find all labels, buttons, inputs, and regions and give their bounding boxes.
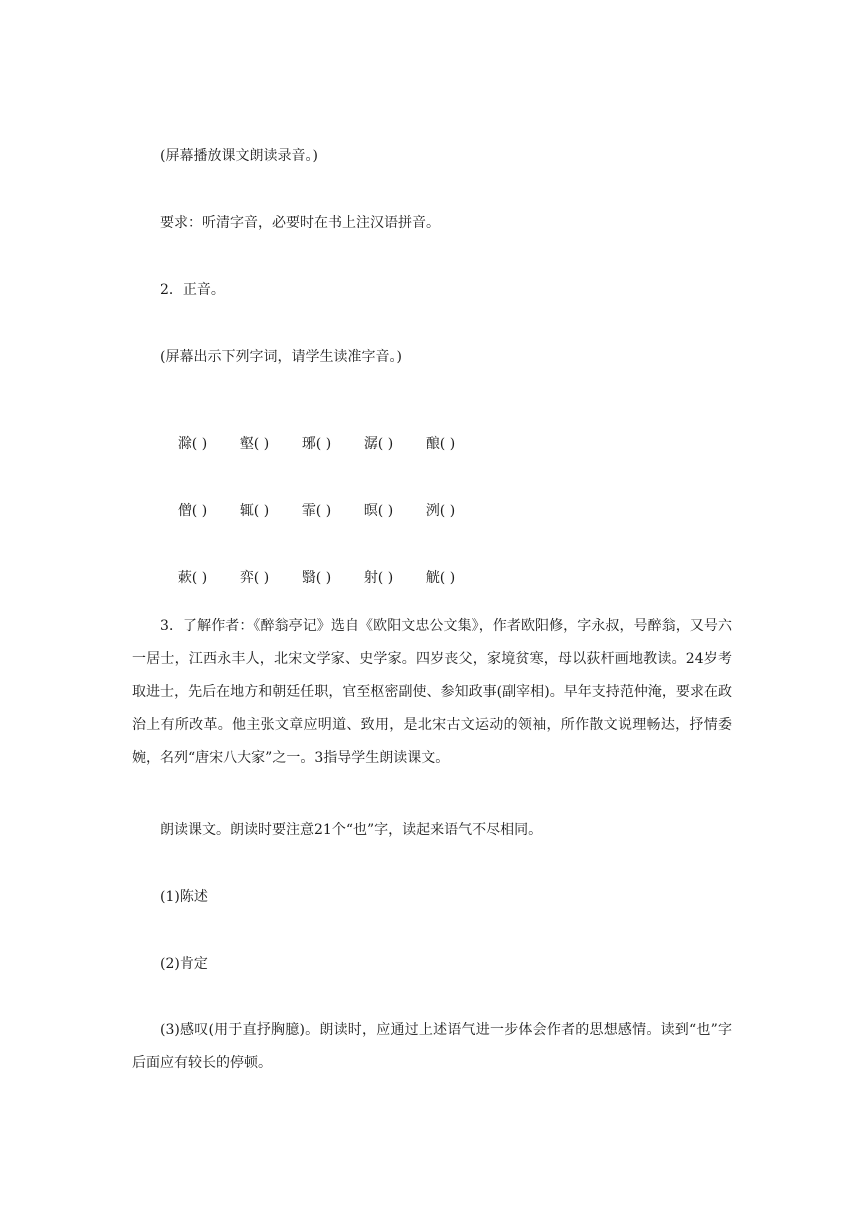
text-line-2: 要求：听清字音，必要时在书上注汉语拼音。 xyxy=(160,215,440,231)
exclaim-paragraph: (3)感叹(用于直抒胸臆)。朗读时，应通过上述语气进一步体会作者的思想感情。读到“也”字后面应有较长的停顿。 xyxy=(132,1022,732,1071)
char-item: 滁( ) xyxy=(177,436,208,452)
text-line-3: 2．正音。 xyxy=(160,282,225,298)
char-item: 酿( ) xyxy=(425,436,456,452)
char-item: 琊( ) xyxy=(301,436,332,452)
char-item: 翳( ) xyxy=(301,570,332,586)
text-line-4: (屏幕出示下列字词，请学生读准字音。) xyxy=(160,349,402,365)
char-item: 蔌( ) xyxy=(177,570,208,586)
text-line-1: (屏幕播放课文朗读录音。) xyxy=(160,148,318,164)
char-row-3 xyxy=(160,548,488,608)
char-item: 壑( ) xyxy=(239,436,270,452)
char-row-2 xyxy=(160,481,488,541)
char-item: 洌( ) xyxy=(425,503,456,519)
char-item: 霏( ) xyxy=(301,503,332,519)
char-item: 辄( ) xyxy=(239,503,270,519)
char-item: 觥( ) xyxy=(425,570,456,586)
author-paragraph: 3．了解作者：《醉翁亭记》选自《欧阳文忠公文集》，作者欧阳修，字永叔，号醉翁，又号六一居士，江西永丰人，北宋文学家、史学家。四岁丧父，家境贫寒，母以荻杆画地教读。24岁考取进士，先后在地方和朝廷任职，官至枢密副使、参知政事(副宰相)。早年支持范仲淹，要求在政治上有所改革。他主张文章应明道、致用，是北宋古文运动的领袖，所作散文说理畅达，抒情委婉，名列“唐宋八大家”之一。3指导学生朗读课文。 xyxy=(132,618,732,766)
char-item: 弈( ) xyxy=(239,570,270,586)
char-item: 潺( ) xyxy=(363,436,394,452)
char-item: 僧( ) xyxy=(177,503,208,519)
text-line-9: 朗读课文。朗读时要注意21个“也”字，读起来语气不尽相同。 xyxy=(160,822,543,838)
char-item: 射( ) xyxy=(363,570,394,586)
text-line-10: (1)陈述 xyxy=(160,889,208,905)
char-item: 暝( ) xyxy=(363,503,394,519)
text-line-11: (2)肯定 xyxy=(160,956,208,972)
char-row-1 xyxy=(160,414,488,474)
